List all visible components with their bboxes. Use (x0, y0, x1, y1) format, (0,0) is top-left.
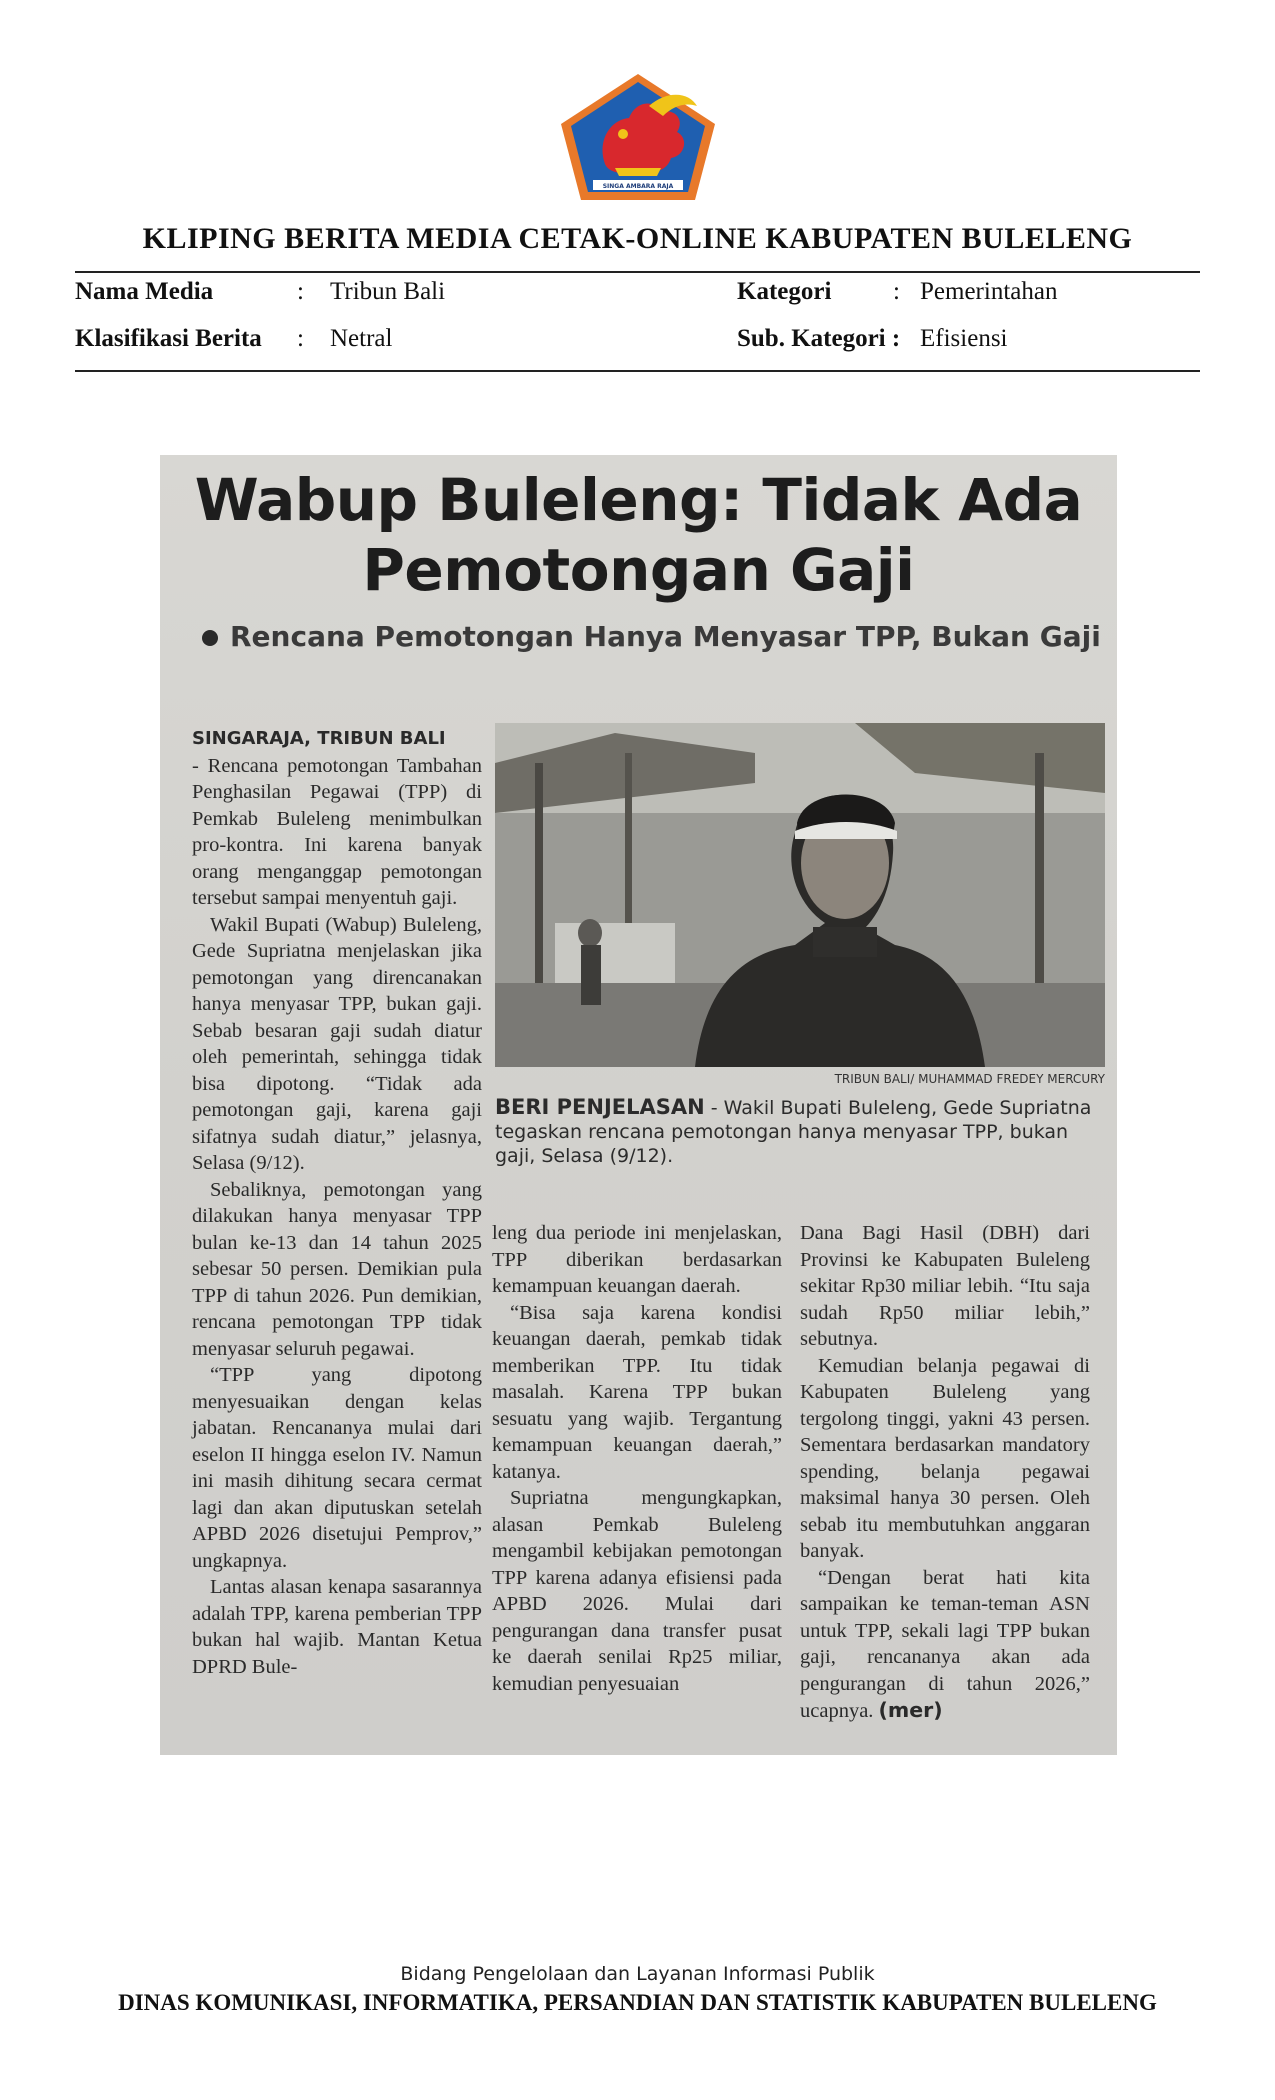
klasifikasi-value: Netral (330, 325, 393, 352)
dateline: SINGARAJA, TRIBUN BALI (192, 728, 446, 749)
photo-credit: TRIBUN BALI/ MUHAMMAD FREDEY MERCURY (834, 1072, 1105, 1086)
paragraph: Wakil Bupati (Wabup) Buleleng, Gede Supriatna menjelaskan jika pemotongan yang direncanakan hanya menyasar TPP, bukan gaji. Sebab besaran gaji sudah diatur oleh pemerintah, sehingga tidak bisa dipotong. “Tidak ada pemotongan gaji, karena gaji sifatnya sudah diatur,” jelasnya, Selasa (9/12). (192, 913, 482, 1174)
paragraph-text: “Dengan berat hati kita sampaikan ke teman-teman ASN untuk TPP, sekali lagi TPP bukan gaji, rencananya akan ada pengurangan di tahun 2026,” ucapnya. (800, 1566, 1090, 1722)
media-colon: : (297, 278, 304, 305)
headline-line-2: Pemotongan Gaji (362, 536, 915, 604)
paragraph (800, 1565, 1090, 1725)
bullet-icon (202, 630, 218, 646)
paragraph: leng dua periode ini menjelaskan, TPP diberikan berdasarkan kemampuan keuangan daerah. (492, 1222, 782, 1297)
subkategori-label: Sub. Kategori : (737, 325, 901, 352)
paragraph: “Bisa saja karena kondisi keuangan daerah, pemkab tidak memberikan TPP. Itu tidak masalah. Karena TPP bukan sesuatu yang wajib. Tergantung kemampuan keuangan daerah,” katanya. (492, 1301, 782, 1483)
photo-caption (495, 1095, 1105, 1168)
meta-row-klasifikasi (75, 325, 1200, 365)
kategori-label: Kategori (737, 278, 832, 305)
newspaper-clipping (160, 455, 1117, 1755)
media-value: Tribun Bali (330, 278, 446, 305)
article-headline (160, 465, 1117, 605)
kategori-value: Pemerintahan (920, 278, 1058, 305)
paragraph: Sebaliknya, pemotongan yang dilakukan hanya menyasar TPP bulan ke-13 dan 14 tahun 2025 sebesar 50 persen. Demikian pula TPP di tahun 2026. Pun demikian, rencana pemotongan TPP tidak menyasar seluruh pegawai. (192, 1178, 482, 1360)
headline-line-1: Wabup Buleleng: Tidak Ada (194, 466, 1083, 534)
header-rule-top (75, 271, 1200, 273)
photo-image (495, 723, 1105, 1067)
paragraph: Lantas alasan kenapa sasarannya adalah TPP, karena pemberian TPP bukan hal wajib. Mantan Ketua DPRD Bule- (192, 1576, 482, 1678)
article-column-3 (800, 1220, 1090, 1725)
caption-head: BERI PENJELASAN (495, 1095, 705, 1119)
klasifikasi-colon: : (297, 325, 304, 352)
svg-text:SINGA AMBARA RAJA: SINGA AMBARA RAJA (602, 183, 674, 190)
paragraph: Kemudian belanja pegawai di Kabupaten Buleleng yang tergolong tinggi, yakni 43 persen. Sementara berdasarkan mandatory spending, belanja pegawai maksimal hanya 30 persen. Oleh sebab itu membutuhkan anggaran banyak. (800, 1354, 1090, 1562)
paragraph (192, 725, 482, 912)
document-title: KLIPING BERITA MEDIA CETAK-ONLINE KABUPATEN BULELENG (142, 222, 1133, 255)
subhead-text: Rencana Pemotongan Hanya Menyasar TPP, Bukan Gaji (230, 620, 1101, 653)
paragraph: Dana Bagi Hasil (DBH) dari Provinsi ke Kabupaten Buleleng sekitar Rp30 miliar lebih. “Itu saja sudah Rp50 miliar lebih,” sebutnya. (800, 1222, 1090, 1350)
author-signature: (mer) (878, 1698, 943, 1722)
article-column-2 (492, 1220, 782, 1697)
paragraph-text: - Rencana pemotongan Tambahan Penghasilan Pegawai (TPP) di Pemkab Buleleng menimbulkan pro-kontra. Ini karena banyak orang menganggap pemotongan tersebut sampai menyentuh gaji. (192, 754, 482, 909)
klasifikasi-label: Klasifikasi Berita (75, 325, 262, 352)
header-rule-bottom (75, 370, 1200, 372)
subkategori-value: Efisiensi (920, 325, 1008, 352)
footer-agency: DINAS KOMUNIKASI, INFORMATIKA, PERSANDIAN DAN STATISTIK KABUPATEN BULELENG (118, 1990, 1157, 2015)
paragraph: “TPP yang dipotong menyesuaikan dengan kelas jabatan. Rencananya mulai dari eselon II hingga eselon IV. Namun ini masih dihitung secara cermat lagi dan akan diputuskan setelah APBD 2026 disetujui Pemprov,” ungkapnya. (192, 1364, 482, 1572)
media-label: Nama Media (75, 278, 214, 305)
caption-text: - Wakil Bupati Buleleng, Gede Supriatna tegaskan rencana pemotongan hanya menyasar TPP, bukan gaji, Selasa (9/12). (495, 1097, 1092, 1167)
meta-row-media (75, 278, 1200, 318)
footer-unit: Bidang Pengelolaan dan Layanan Informasi Publik (400, 1963, 875, 1985)
article-subhead (202, 620, 1102, 653)
paragraph: Supriatna mengungkapkan, alasan Pemkab Buleleng mengambil kebijakan pemotongan TPP karena adanya efisiensi pada APBD 2026. Mulai dari pengurangan dana transfer pusat ke daerah senilai Rp25 miliar, kemudian penyesuaian (492, 1487, 782, 1695)
kategori-colon: : (893, 278, 900, 305)
article-photo (495, 723, 1105, 1067)
singa-ambara-raja-logo (557, 72, 719, 204)
article-column-1 (192, 725, 482, 1680)
